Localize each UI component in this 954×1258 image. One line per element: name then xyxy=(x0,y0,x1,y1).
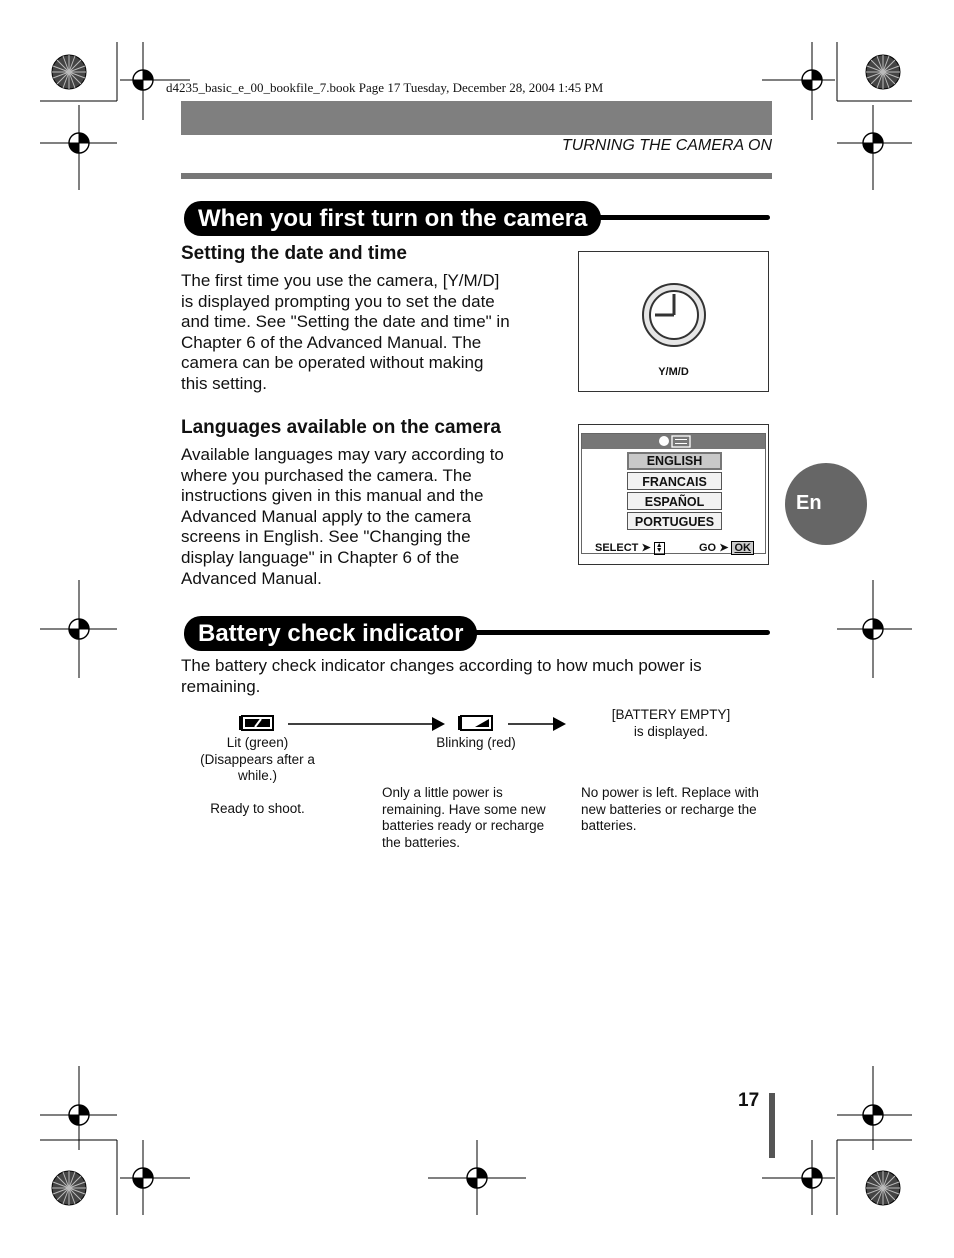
header-bar xyxy=(181,101,772,135)
heading-languages: Languages available on the camera xyxy=(181,417,501,438)
arrow-right-icon: ➤ xyxy=(641,542,651,554)
ymd-label: Y/M/D xyxy=(658,366,689,378)
ok-button-icon: OK xyxy=(731,541,754,555)
lang-option-espanol: ESPAÑOL xyxy=(627,492,722,510)
lang-option-francais: FRANCAIS xyxy=(627,472,722,490)
battery-state-1-meaning: Ready to shoot. xyxy=(210,801,305,816)
language-menu-icon xyxy=(658,435,692,448)
date-screen-illustration xyxy=(578,251,769,392)
go-hint xyxy=(699,541,754,554)
menu-header-bar xyxy=(582,434,765,449)
language-screen-illustration xyxy=(578,424,769,565)
battery-low-icon xyxy=(457,715,493,731)
battery-state-3-meaning: No power is left. Replace with new batteries or recharge the batteries. xyxy=(581,785,759,833)
arrow-right-icon xyxy=(288,716,446,732)
battery-state-2-label: Blinking (red) xyxy=(436,735,516,750)
battery-state-2-meaning: Only a little power is remaining. Have some new batteries ready or recharge the batteries. xyxy=(382,785,546,850)
side-tab-label: En xyxy=(796,492,822,514)
text-languages: Available languages may vary according to where you purchased the camera. The instructions given in this manual and the Advanced Manual apply to the camera screens in English. See "Changing the display language" in Chapter 6 of the Advanced Manual. xyxy=(181,445,504,588)
book-file-line: d4235_basic_e_00_bookfile_7.book Page 17 Tuesday, December 28, 2004 1:45 PM xyxy=(166,80,604,95)
select-hint xyxy=(595,541,665,555)
section-title-line xyxy=(440,630,770,635)
language-side-tab xyxy=(785,463,867,545)
section-title-battery: Battery check indicator xyxy=(184,616,477,651)
page-number-bar xyxy=(769,1093,775,1158)
section-title-first-turn-on: When you first turn on the camera xyxy=(184,201,601,236)
heading-date-time: Setting the date and time xyxy=(181,243,407,264)
page-number: 17 xyxy=(738,1090,760,1111)
text-battery-intro: The battery check indicator changes according to how much power is remaining. xyxy=(181,656,702,696)
text-date-time: The first time you use the camera, [Y/M/D] is displayed prompting you to set the date and time. See "Setting the date and time" in Chapter 6 of the Advanced Manual. The camera can be operated without making this setting. xyxy=(181,271,510,393)
up-down-button-icon: ▲ ▼ xyxy=(654,542,665,555)
running-head: TURNING THE CAMERA ON xyxy=(561,137,772,154)
arrow-right-icon xyxy=(508,716,568,732)
battery-state-3-label: [BATTERY EMPTY] is displayed. xyxy=(611,707,731,739)
battery-state-1-label: Lit (green) (Disappears after a while.) xyxy=(200,735,315,783)
lcd-frame xyxy=(581,433,766,554)
select-label: SELECT xyxy=(595,542,639,554)
clock-icon xyxy=(641,282,707,348)
go-label: GO xyxy=(699,542,717,554)
battery-full-icon xyxy=(238,715,274,731)
arrow-right-icon: ➤ xyxy=(719,542,729,554)
header-rule xyxy=(181,173,772,179)
lang-option-portugues: PORTUGUES xyxy=(627,512,722,530)
lang-option-english: ENGLISH xyxy=(627,452,722,470)
